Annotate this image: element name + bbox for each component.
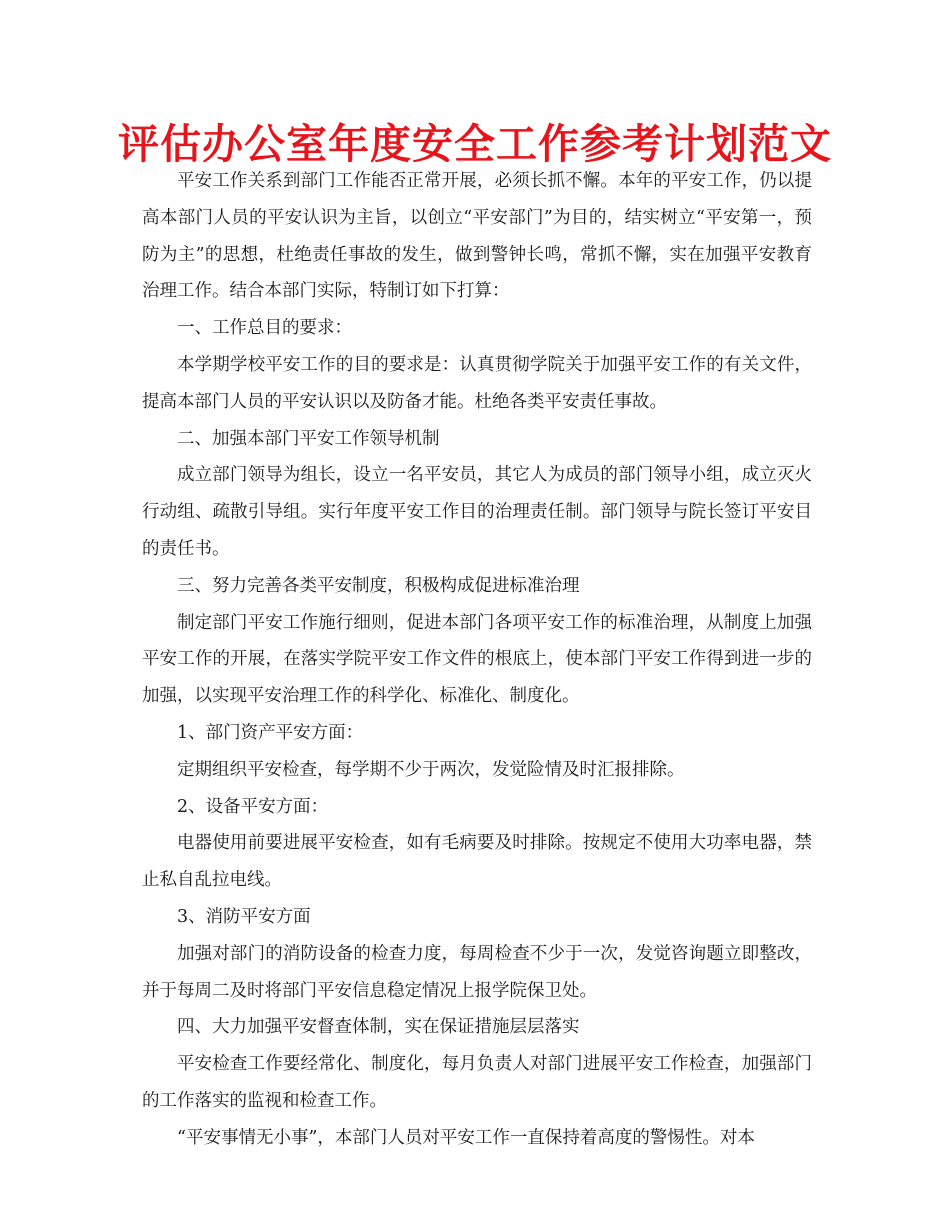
paragraph-asset-safety: 定期组织平安检查，每学期不少于两次，发觉险情及时汇报排除。 xyxy=(177,759,685,780)
heading-asset-safety: 1、部门资产平安方面： xyxy=(177,722,364,743)
paragraph-supervision: 平安检查工作要经常化、制度化，每月负责人对部门进展平安工作检查，加强部门的工作落实的监视和检查工作。 xyxy=(142,1054,812,1111)
paragraph-fire-safety: 加强对部门的消防设备的检查力度，每周检查不少于一次，发觉咨询题立即整改，并于每周二及时将部门平安信息稳定情况上报学院保卫处。 xyxy=(142,943,812,1001)
document-title: 评估办公室年度安全工作参考计划范文 xyxy=(118,120,832,168)
paragraph-leadership-mechanism: 成立部门领导为组长，设立一名平安员，其它人为成员的部门领导小组，成立灭火行动组、疏散引导组。实行年度平安工作目的治理责任制。部门领导与院长签订平安目的责任书。 xyxy=(142,465,812,559)
heading-equipment-safety: 2、设备平安方面： xyxy=(177,796,329,817)
paragraph-closing: “平安事情无小事”，本部门人员对平安工作一直保持着高度的警惕性。对本 xyxy=(177,1127,755,1148)
heading-leadership-mechanism: 二、加强本部门平安工作领导机制 xyxy=(177,428,440,449)
heading-safety-systems: 三、努力完善各类平安制度，积极构成促进标准治理 xyxy=(177,575,580,596)
paragraph-goal-requirements: 本学期学校平安工作的目的要求是：认真贯彻学院关于加强平安工作的有关文件，提高本部门人员的平安认识以及防备才能。杜绝各类平安责任事故。 xyxy=(142,354,812,412)
paragraph-intro: 平安工作关系到部门工作能否正常开展，必须长抓不懈。本年的平安工作，仍以提高本部门人员的平安认识为主旨，以创立“平安部门”为目的，结实树立“平安第一，预防为主”的思想，杜绝责任事故的发生，做到警钟长鸣，常抓不懈，实在加强平安教育治理工作。结合本部门实际，特制订如下打算： xyxy=(142,171,812,302)
heading-supervision: 四、大力加强平安督查体制，实在保证措施层层落实 xyxy=(177,1017,580,1038)
paragraph-safety-systems: 制定部门平安工作施行细则，促进本部门各项平安工作的标准治理，从制度上加强平安工作的开展，在落实学院平安工作文件的根底上，使本部门平安工作得到进一步的加强，以实现平安治理工作的科学化、标准化、制度化。 xyxy=(142,612,812,707)
heading-fire-safety: 3、消防平安方面 xyxy=(177,906,311,927)
document-body xyxy=(142,163,812,1157)
heading-goal-requirements: 一、工作总目的要求： xyxy=(177,318,352,339)
paragraph-equipment-safety: 电器使用前要进展平安检查，如有毛病要及时排除。按规定不使用大功率电器，禁止私自乱拉电线。 xyxy=(142,833,812,891)
